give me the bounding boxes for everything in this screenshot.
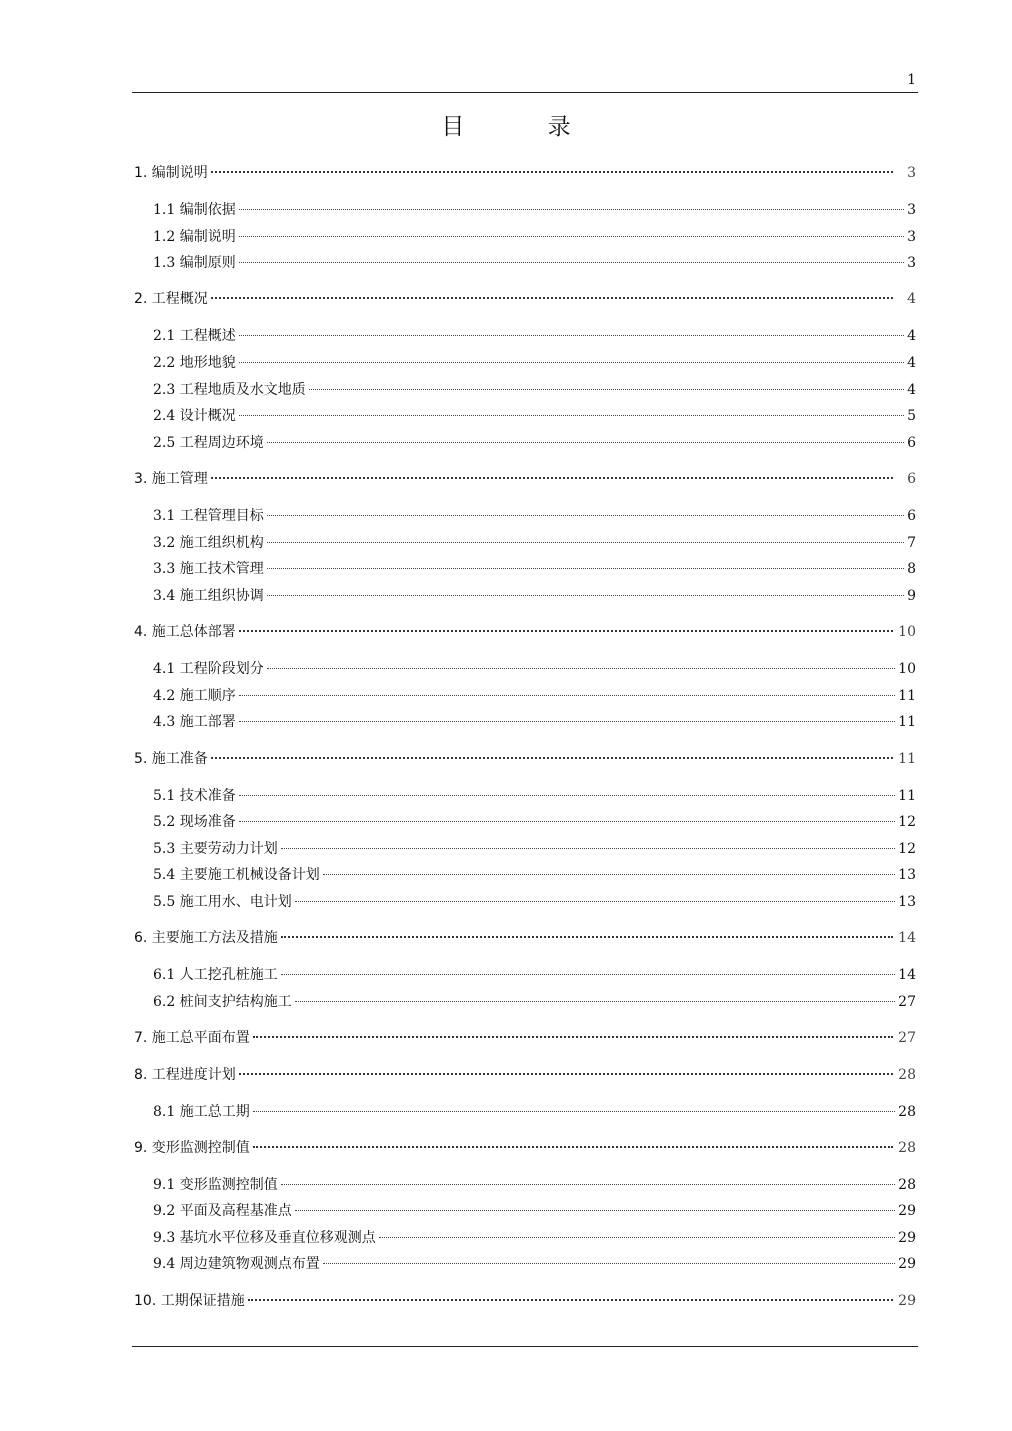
toc-entry-page: 4 xyxy=(907,291,916,307)
toc-entry-page: 4 xyxy=(907,355,916,371)
toc-entry-label: 7. 施工总平面布置 xyxy=(134,1030,250,1046)
toc-entry-page: 5 xyxy=(907,408,916,424)
toc-entry-page: 3 xyxy=(907,202,916,218)
toc-entry-label: 3.2 施工组织机构 xyxy=(153,535,264,551)
toc-entry-3-1[interactable] xyxy=(153,505,916,527)
toc-entry-page: 4 xyxy=(907,328,916,344)
toc-entry-page: 29 xyxy=(898,1230,916,1246)
toc-leader xyxy=(379,1237,895,1238)
toc-entry-label: 4.2 施工顺序 xyxy=(153,688,236,704)
toc-entry-2-5[interactable] xyxy=(153,432,916,454)
toc-entry-3[interactable] xyxy=(134,468,916,490)
toc-leader xyxy=(211,297,893,299)
footer-rule xyxy=(132,1346,918,1347)
toc-leader xyxy=(267,515,904,516)
toc-entry-page: 10 xyxy=(898,624,916,640)
toc-leader xyxy=(239,821,895,822)
toc-entry-page: 12 xyxy=(898,841,916,857)
toc-entry-label: 10. 工期保证措施 xyxy=(134,1293,245,1309)
toc-leader xyxy=(323,874,895,875)
toc-entry-label: 9.2 平面及高程基准点 xyxy=(153,1203,292,1219)
toc-entry-page: 10 xyxy=(898,661,916,677)
toc-entry-label: 2.2 地形地貌 xyxy=(153,355,236,371)
toc-entry-page: 11 xyxy=(898,688,916,704)
toc-entry-label: 2.1 工程概述 xyxy=(153,328,236,344)
toc-entry-2[interactable] xyxy=(134,288,916,310)
toc-leader xyxy=(253,1146,893,1148)
toc-entry-2-2[interactable] xyxy=(153,352,916,374)
toc-leader xyxy=(267,668,895,669)
toc-leader xyxy=(239,695,895,696)
toc-entry-8-1[interactable] xyxy=(153,1101,916,1123)
toc-entry-page: 3 xyxy=(907,165,916,181)
toc-entry-label: 1.2 编制说明 xyxy=(153,229,236,245)
toc-entry-label: 5.2 现场准备 xyxy=(153,814,236,830)
toc-leader xyxy=(239,209,904,210)
toc-entry-page: 4 xyxy=(907,382,916,398)
toc-entry-5-3[interactable] xyxy=(153,838,916,860)
toc-entry-9[interactable] xyxy=(134,1137,916,1159)
toc-entry-label: 3. 施工管理 xyxy=(134,471,208,487)
toc-entry-label: 6.1 人工挖孔桩施工 xyxy=(153,967,278,983)
toc-leader xyxy=(239,362,904,363)
toc-entry-2-3[interactable] xyxy=(153,379,916,401)
toc-entry-4-2[interactable] xyxy=(153,685,916,707)
toc-leader xyxy=(239,262,904,263)
toc-entry-label: 5.4 主要施工机械设备计划 xyxy=(153,867,320,883)
toc-entry-6-2[interactable] xyxy=(153,991,916,1013)
toc-entry-label: 4.1 工程阶段划分 xyxy=(153,661,264,677)
toc-leader xyxy=(211,477,893,479)
toc-entry-page: 12 xyxy=(898,814,916,830)
toc-entry-3-4[interactable] xyxy=(153,585,916,607)
toc-entry-1-1[interactable] xyxy=(153,199,916,221)
toc-entry-label: 3.4 施工组织协调 xyxy=(153,588,264,604)
toc-leader xyxy=(239,335,904,336)
toc-entry-label: 6.2 桩间支护结构施工 xyxy=(153,994,292,1010)
toc-entry-label: 6. 主要施工方法及措施 xyxy=(134,930,278,946)
toc-entry-page: 8 xyxy=(907,561,916,577)
toc-leader xyxy=(211,171,893,173)
toc-entry-4-1[interactable] xyxy=(153,658,916,680)
toc-entry-label: 9.1 变形监测控制值 xyxy=(153,1177,278,1193)
toc-entry-5-4[interactable] xyxy=(153,864,916,886)
page-number: 1 xyxy=(907,72,916,88)
toc-entry-label: 2.4 设计概况 xyxy=(153,408,236,424)
toc-leader xyxy=(323,1263,895,1264)
toc-entry-page: 29 xyxy=(898,1203,916,1219)
toc-leader xyxy=(211,757,893,759)
toc-entry-3-3[interactable] xyxy=(153,558,916,580)
toc-leader xyxy=(267,568,904,569)
toc-entry-page: 14 xyxy=(898,967,916,983)
toc-entry-page: 6 xyxy=(907,471,916,487)
toc-entry-label: 3.3 施工技术管理 xyxy=(153,561,264,577)
toc-entry-page: 28 xyxy=(898,1177,916,1193)
toc-entry-page: 11 xyxy=(898,788,916,804)
toc-leader xyxy=(309,389,904,390)
toc-leader xyxy=(281,936,893,938)
toc-entry-7[interactable] xyxy=(134,1027,916,1049)
toc-entry-page: 27 xyxy=(898,1030,916,1046)
toc-entry-label: 5.1 技术准备 xyxy=(153,788,236,804)
toc-entry-label: 8. 工程进度计划 xyxy=(134,1067,236,1083)
toc-entry-label: 1.3 编制原则 xyxy=(153,255,236,271)
toc-entry-page: 14 xyxy=(898,930,916,946)
toc-entry-label: 9.4 周边建筑物观测点布置 xyxy=(153,1256,320,1272)
toc-entry-6[interactable] xyxy=(134,927,916,949)
toc-entry-page: 29 xyxy=(898,1293,916,1309)
toc-entry-3-2[interactable] xyxy=(153,532,916,554)
toc-leader xyxy=(295,1001,895,1002)
toc-leader xyxy=(281,1184,895,1185)
toc-entry-label: 4. 施工总体部署 xyxy=(134,624,236,640)
toc-entry-label: 3.1 工程管理目标 xyxy=(153,508,264,524)
toc-leader xyxy=(295,901,895,902)
toc-entry-label: 9.3 基坑水平位移及垂直位移观测点 xyxy=(153,1230,376,1246)
toc-entry-label: 5. 施工准备 xyxy=(134,751,208,767)
toc-entry-page: 28 xyxy=(898,1140,916,1156)
toc-leader xyxy=(253,1036,893,1038)
toc-leader xyxy=(281,848,895,849)
toc-entry-page: 6 xyxy=(907,435,916,451)
toc-leader xyxy=(239,721,895,722)
toc-entry-page: 3 xyxy=(907,229,916,245)
toc-entry-1-2[interactable] xyxy=(153,226,916,248)
toc-entry-9-4[interactable] xyxy=(153,1253,916,1275)
toc-entry-page: 3 xyxy=(907,255,916,271)
toc-entry-page: 29 xyxy=(898,1256,916,1272)
toc-entry-page: 13 xyxy=(898,867,916,883)
toc-entry-label: 8.1 施工总工期 xyxy=(153,1104,250,1120)
toc-entry-9-3[interactable] xyxy=(153,1227,916,1249)
toc-entry-label: 5.5 施工用水、电计划 xyxy=(153,894,292,910)
toc-leader xyxy=(281,974,895,975)
toc-entry-label: 2.3 工程地质及水文地质 xyxy=(153,382,306,398)
toc-entry-page: 28 xyxy=(898,1067,916,1083)
toc-leader xyxy=(267,442,904,443)
toc-entry-5-1[interactable] xyxy=(153,785,916,807)
toc-entry-9-2[interactable] xyxy=(153,1200,916,1222)
toc-entry-page: 6 xyxy=(907,508,916,524)
toc-entry-10[interactable] xyxy=(134,1290,916,1312)
toc-entry-4[interactable] xyxy=(134,621,916,643)
toc-leader xyxy=(239,795,895,796)
toc-entry-label: 2.5 工程周边环境 xyxy=(153,435,264,451)
toc-entry-label: 2. 工程概况 xyxy=(134,291,208,307)
toc-entry-2-1[interactable] xyxy=(153,325,916,347)
toc-entry-label: 5.3 主要劳动力计划 xyxy=(153,841,278,857)
toc-entry-page: 27 xyxy=(898,994,916,1010)
toc-entry-page: 7 xyxy=(907,535,916,551)
toc-entry-2-4[interactable] xyxy=(153,405,916,427)
toc-entry-1-3[interactable] xyxy=(153,252,916,274)
toc-entry-label: 1.1 编制依据 xyxy=(153,202,236,218)
toc-leader xyxy=(239,415,904,416)
toc-entry-5-5[interactable] xyxy=(153,891,916,913)
toc-leader xyxy=(267,595,904,596)
toc-entry-5[interactable] xyxy=(134,748,916,770)
toc-leader xyxy=(239,236,904,237)
toc-entry-4-3[interactable] xyxy=(153,711,916,733)
toc-entry-5-2[interactable] xyxy=(153,811,916,833)
toc-leader xyxy=(239,630,893,632)
toc-leader xyxy=(253,1111,895,1112)
toc-entry-label: 9. 变形监测控制值 xyxy=(134,1140,250,1156)
toc-entry-8[interactable] xyxy=(134,1064,916,1086)
toc-entry-page: 13 xyxy=(898,894,916,910)
toc-entry-page: 28 xyxy=(898,1104,916,1120)
toc-entry-page: 11 xyxy=(898,751,916,767)
toc-entry-label: 1. 编制说明 xyxy=(134,165,208,181)
toc-entry-9-1[interactable] xyxy=(153,1174,916,1196)
page-title: 目 录 xyxy=(441,114,609,140)
toc-leader xyxy=(248,1299,893,1301)
toc-leader xyxy=(239,1073,893,1075)
toc-leader xyxy=(267,542,904,543)
toc-leader xyxy=(295,1210,895,1211)
toc-entry-page: 11 xyxy=(898,714,916,730)
toc-entry-6-1[interactable] xyxy=(153,964,916,986)
toc-entry-1[interactable] xyxy=(134,162,916,184)
toc-entry-page: 9 xyxy=(907,588,916,604)
toc-entry-label: 4.3 施工部署 xyxy=(153,714,236,730)
